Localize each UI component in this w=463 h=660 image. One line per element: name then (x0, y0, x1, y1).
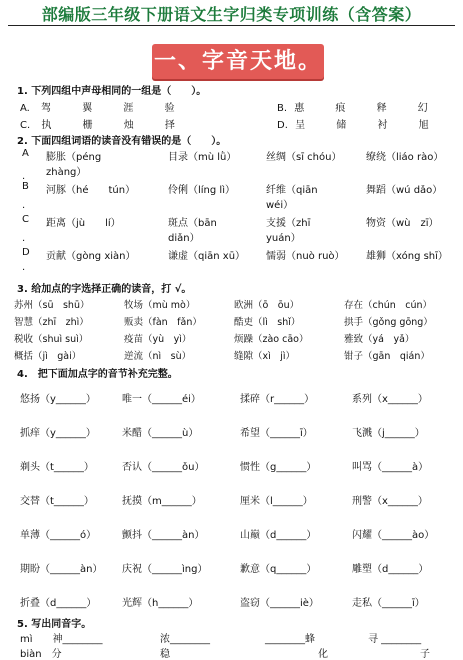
q2-row-d-item: 贡献（gòng xiàn） (46, 251, 136, 262)
q5-item: 子 (420, 649, 430, 660)
q4-item: 光辉（h______） (122, 598, 199, 609)
q4-item: 悠扬（y______） (20, 394, 96, 405)
q4-item: 抚摸（m______） (122, 496, 202, 507)
q1-option-d: D. 呈 储 衬 旭 (277, 120, 429, 131)
q4-item: 刑警（x______） (352, 496, 428, 507)
q2-row-a-item: 丝绸（sī chóu） (266, 152, 342, 163)
q4-item: 庆祝（______ìng） (122, 564, 208, 575)
q2-row-c-item: 斑点（bān (168, 218, 217, 229)
q2-row-c-item: 物资（wù zī） (366, 218, 439, 229)
q5-item: 稳 (160, 649, 170, 660)
title-underline (8, 25, 455, 26)
q4-item: 颤抖（______àn） (122, 530, 205, 541)
q4-item: 厘米（l______） (240, 496, 313, 507)
q3-item: 智慧（zhī zhì） (14, 317, 89, 328)
q4-item: 叫骂（______à） (352, 462, 429, 473)
q2-row-d-dot: . (22, 262, 26, 273)
q2-row-c-item: 支援（zhī (266, 218, 311, 229)
q4-item: 交替（t______） (20, 496, 94, 507)
q3-item: 牧场（mù mò） (124, 300, 196, 311)
q3-item: 拱手（gǒng gōng） (344, 317, 433, 328)
q2-row-b-label: B (22, 181, 29, 192)
q5-item: 浓________ (160, 634, 210, 645)
q2-row-a-item: 膨胀（péng (46, 152, 102, 163)
section-banner: 一、字音天地。 (152, 44, 324, 79)
q4-item: 飞溅（j______） (352, 428, 425, 439)
q2-row-a-item: 缭绕（liáo rào） (366, 152, 444, 163)
q5-item: mì 神________ (20, 634, 103, 645)
q4-item: 剃头（t______） (20, 462, 94, 473)
q3-item: 缝隙（xì jì） (234, 351, 296, 362)
q1-option-a: A. 驾 翼 涯 验 (20, 103, 175, 114)
q3-item: 雅致（yá yǎ） (344, 334, 415, 345)
q2-row-a-label: A (22, 148, 29, 159)
q2-row-c-dot: . (22, 233, 26, 244)
q2-row-b-item: 纤维（qiān (266, 185, 318, 196)
q2-row-c-wrap: yuán） (266, 233, 301, 244)
q4-item: 希望（______ī） (240, 428, 313, 439)
q4-item: 米醋（______ù） (122, 428, 199, 439)
q2-row-d-item: 雄狮（xóng shī） (366, 251, 448, 262)
q3-item: 苏州（sū shū） (14, 300, 90, 311)
q5-item: 化 (318, 649, 328, 660)
q2-row-a-dot: . (22, 171, 26, 182)
q4-item: 闪耀（______ào） (352, 530, 435, 541)
q3-item: 酷吏（lì shǐ） (234, 317, 301, 328)
q4-item: 揉碎（r______） (240, 394, 315, 405)
q2-row-c-wrap: diǎn） (168, 233, 200, 244)
q1-option-b: B. 惠 痕 释 幻 (277, 103, 428, 114)
q3-item: 钳子（gān qián） (344, 351, 430, 362)
q3-item: 概括（jì gài） (14, 351, 82, 362)
q3-item: 税收（shuì suì） (14, 334, 89, 345)
q4-item: 盗窃（______iè） (240, 598, 319, 609)
q2-row-c-label: C (22, 214, 29, 225)
q3-item: 存在（chún cún） (344, 300, 433, 311)
q4-item: 雕塑（d______） (352, 564, 429, 575)
q2-row-b-item: 伶俐（líng lì） (168, 185, 235, 196)
q4-item: 抓痒（y______） (20, 428, 96, 439)
q2-row-d-label: D (22, 247, 30, 258)
document-title: 部编版三年级下册语文生字归类专项训练（含答案） (41, 5, 422, 24)
q5-prompt: 5. 写出同音字。 (17, 619, 92, 630)
q5-item: ________蜂 (265, 634, 315, 645)
q2-row-b-item: 河豚（hé tún） (46, 185, 136, 196)
q2-row-d-item: 谦虚（qiān xū） (168, 251, 246, 262)
q4-item: 走私（______ī） (352, 598, 425, 609)
q4-item: 山巅（d______） (240, 530, 317, 541)
q4-item: 系列（x______） (352, 394, 428, 405)
q4-item: 否认（______ǒu） (122, 462, 205, 473)
q1-prompt: 1. 下列四组中声母相同的一组是（ ）。 (17, 86, 207, 97)
q2-row-a-wrap: zhàng） (46, 167, 87, 178)
q2-row-b-item: 舞蹈（wú dǎo） (366, 185, 443, 196)
q2-row-c-item: 距离（jù lí） (46, 218, 121, 229)
q2-row-d-item: 懦弱（nuò ruò） (266, 251, 345, 262)
q4-item: 唯一（______éi） (122, 394, 201, 405)
q2-row-a-item: 目录（mù lǜ） (168, 152, 237, 163)
q4-item: 期盼（______àn） (20, 564, 103, 575)
q5-item: 寻 ________ (368, 634, 422, 645)
q1-option-c: C. 执 栅 烛 择 (20, 120, 175, 131)
q4-item: 折叠（d______） (20, 598, 97, 609)
q3-item: 烦躁（zào cāo） (234, 334, 309, 345)
q2-prompt: 2. 下面四组词语的读音没有错误的是（ ）。 (17, 136, 227, 147)
q4-item: 惯性（g______） (240, 462, 317, 473)
q3-item: 欧洲（ō ōu） (234, 300, 300, 311)
q3-item: 逆流（nì sù） (124, 351, 192, 362)
q4-item: 歉意（q______） (240, 564, 317, 575)
q4-item: 单薄（______ó） (20, 530, 97, 541)
q5-item: biàn 分 (20, 649, 62, 660)
q4-prompt: 4. 把下面加点字的音节补充完整。 (17, 369, 178, 380)
q3-item: 疫苗（yù yì） (124, 334, 192, 345)
q3-item: 贩卖（fàn fǎn） (124, 317, 202, 328)
q2-row-b-dot: . (22, 200, 26, 211)
q2-row-b-wrap: wéi） (266, 200, 294, 211)
q3-prompt: 3. 给加点的字选择正确的读音，打 √。 (17, 284, 192, 295)
